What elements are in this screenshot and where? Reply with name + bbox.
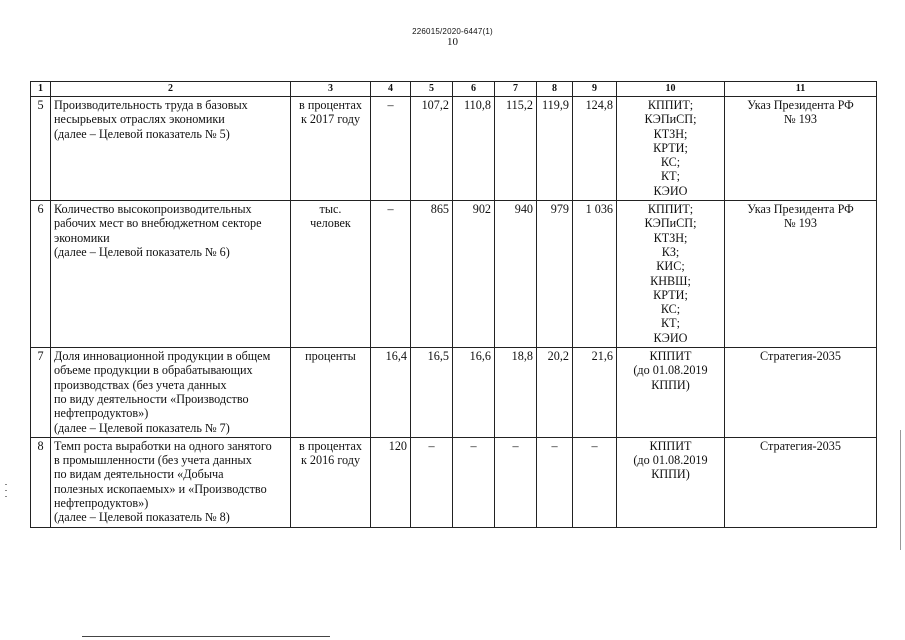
unit-line: к 2017 году [300,112,361,127]
column-number-row [31,82,877,97]
unit-line: проценты [305,349,356,364]
indicator-name-line: по видам деятельности «Добыча [54,467,224,482]
column-number: 5 [411,82,453,97]
column-number: 2 [51,82,291,97]
indicator-name-line: Количество высокопроизводительных [54,202,252,217]
indicator-name-cell [51,437,291,527]
unit-line: к 2016 году [300,453,361,468]
responsible-line: КС; [660,155,681,170]
indicator-name-line: в промышленности (без учета данных [54,453,252,468]
source-cell [725,97,877,201]
table-row [31,348,877,438]
value-cell-v7: – [495,437,537,527]
value-cell-v8: 979 [537,201,573,348]
scan-mark [5,484,7,485]
column-number: 10 [617,82,725,97]
indicator-name-line: производствах (без учета данных [54,377,227,392]
scan-mark [5,490,7,491]
indicators-table [30,81,877,528]
value-cell-v4: – [371,201,411,348]
responsible-line: КТЗН; [653,230,688,245]
responsible-line: КЗ; [661,244,680,259]
value-cell-v9: 21,6 [573,348,617,438]
source-line: Указ Президента РФ [747,98,854,112]
indicator-name-line: Доля инновационной продукции в общем [54,349,271,364]
page-number: 10 [447,36,458,48]
value-cell-v5: 865 [411,201,453,348]
responsible-line: КППИТ; [647,98,694,112]
column-number: 8 [537,82,573,97]
value-cell-v6: 16,6 [453,348,495,438]
responsible-line: (до 01.08.2019 [633,453,708,468]
unit-line: в процентах [299,438,362,453]
unit-line: тыс. [319,202,342,217]
row-number: 7 [31,348,51,438]
responsible-line: КЭИО [653,330,688,345]
source-line: № 193 [784,112,817,127]
unit-line: в процентах [299,98,362,112]
indicator-name-cell [51,97,291,201]
value-cell-v5: 107,2 [411,97,453,201]
indicator-name-line: несырьевых отраслях экономики [54,112,225,127]
responsible-cell [617,348,725,438]
value-cell-v8: – [537,437,573,527]
source-line: Стратегия-2035 [760,349,841,364]
column-number: 4 [371,82,411,97]
value-cell-v4: – [371,97,411,201]
responsible-cell [617,201,725,348]
row-number: 6 [31,201,51,348]
value-cell-v5: – [411,437,453,527]
value-cell-v8: 119,9 [537,97,573,201]
row-number: 5 [31,97,51,201]
value-cell-v8: 20,2 [537,348,573,438]
column-number: 6 [453,82,495,97]
responsible-line: (до 01.08.2019 [633,363,708,378]
unit-cell [291,201,371,348]
value-cell-v7: 115,2 [495,97,537,201]
responsible-cell [617,97,725,201]
scan-mark [5,496,7,497]
value-cell-v6: 110,8 [453,97,495,201]
column-number: 11 [725,82,877,97]
indicator-name-line: Производительность труда в базовых [54,98,248,112]
value-cell-v6: 902 [453,201,495,348]
responsible-line: КЭИО [653,183,688,198]
source-line: Стратегия-2035 [760,438,841,453]
responsible-line: КЭПиСП; [644,112,697,127]
value-cell-v9: 124,8 [573,97,617,201]
responsible-line: КРТИ; [653,287,688,302]
responsible-line: КЭПиСП; [644,216,697,231]
responsible-line: КППИ) [651,377,690,392]
responsible-line: КППИ) [651,467,690,482]
indicator-name-cell [51,201,291,348]
unit-cell [291,348,371,438]
value-cell-v7: 940 [495,201,537,348]
value-cell-v4: 16,4 [371,348,411,438]
indicator-name-line: нефтепродуктов») [54,406,149,421]
table-row [31,437,877,527]
indicator-name-line: (далее – Целевой показатель № 7) [54,420,230,435]
source-cell [725,437,877,527]
responsible-line: КНВШ; [650,273,691,288]
indicator-name-line: объеме продукции в обрабатывающих [54,363,253,378]
value-cell-v9: – [573,437,617,527]
source-line: Указ Президента РФ [747,202,854,217]
indicator-name-line: нефтепродуктов») [54,496,149,511]
indicator-name-line: рабочих мест во внебюджетном секторе [54,216,262,231]
responsible-line: КРТИ; [653,140,688,155]
table-row [31,201,877,348]
responsible-cell [617,437,725,527]
indicator-name-line: (далее – Целевой показатель № 8) [54,510,230,525]
indicator-name-line: экономики [54,230,110,245]
indicator-name-line: (далее – Целевой показатель № 5) [54,126,230,141]
source-cell [725,201,877,348]
source-line: № 193 [784,216,817,231]
responsible-line: КТЗН; [653,126,688,141]
source-cell [725,348,877,438]
responsible-line: КС; [660,302,681,317]
column-number: 3 [291,82,371,97]
indicator-name-line: полезных ископаемых» и «Производство [54,481,267,496]
row-number: 8 [31,437,51,527]
footnote-divider [82,636,330,637]
responsible-line: КТ; [661,316,680,331]
scan-edge [900,430,901,550]
value-cell-v6: – [453,437,495,527]
unit-cell [291,437,371,527]
indicator-name-cell [51,348,291,438]
column-number: 9 [573,82,617,97]
column-number: 1 [31,82,51,97]
column-number: 7 [495,82,537,97]
value-cell-v5: 16,5 [411,348,453,438]
value-cell-v9: 1 036 [573,201,617,348]
responsible-line: КТ; [661,169,680,184]
indicator-name-line: (далее – Целевой показатель № 6) [54,244,230,259]
unit-cell [291,97,371,201]
unit-line: человек [310,216,351,231]
table-row [31,97,877,201]
indicator-name-line: по виду деятельности «Производство [54,391,249,406]
responsible-line: КИС; [656,259,685,274]
responsible-line: КППИТ; [647,202,694,217]
responsible-line: КППИТ [649,349,692,364]
responsible-line: КППИТ [649,438,692,453]
indicator-name-line: Темп роста выработки на одного занятого [54,438,272,453]
value-cell-v4: 120 [371,437,411,527]
value-cell-v7: 18,8 [495,348,537,438]
document-id: 226015/2020-6447(1) [412,27,493,36]
